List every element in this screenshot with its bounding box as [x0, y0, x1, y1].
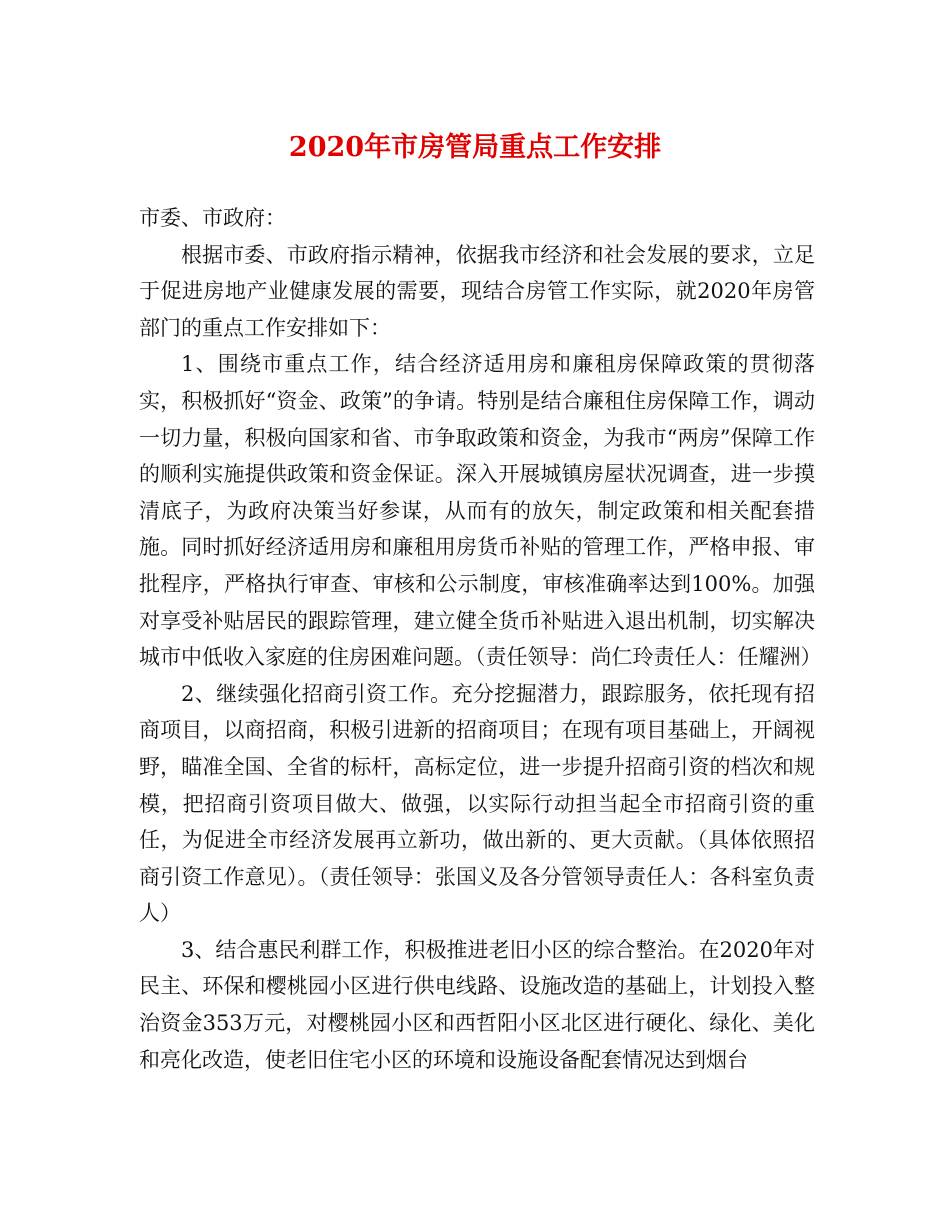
document-title: 2020年市房管局重点工作安排	[288, 132, 662, 163]
paragraph-intro: 根据市委、市政府指示精神，依据我市经济和社会发展的要求，立足于促进房地产业健康发展的需要，现结合房管工作实际，就2020年房管部门的重点工作安排如下：	[139, 242, 815, 340]
document-body	[139, 200, 822, 1078]
paragraph-item-2: 2、继续强化招商引资工作。充分挖掘潜力，跟踪服务，依托现有招商项目，以商招商，积极引进新的招商项目；在现有项目基础上，开阔视野，瞄准全国、全省的标杆，高标定位，进一步提升招商引资的档次和规模，把招商引资项目做大、做强，以实际行动担当起全市招商引资的重任，为促进全市经济发展再立新功，做出新的、更大贡献。（具体依照招商引资工作意见）。（责任领导：张国义及各分管领导责任人：各科室负责人）	[139, 681, 815, 926]
salutation: 市委、市政府：	[139, 206, 286, 230]
paragraph-item-1: 1、围绕市重点工作，结合经济适用房和廉租房保障政策的贯彻落实，积极抓好“资金、政策”的争请。特别是结合廉租住房保障工作，调动一切力量，积极向国家和省、市争取政策和资金，为我市“两房”保障工作的顺利实施提供政策和资金保证。深入开展城镇房屋状况调查，进一步摸清底子，为政府决策当好参谋，从而有的放矢，制定政策和相关配套措施。同时抓好经济适用房和廉租用房货币补贴的管理工作，严格申报、审批程序，严格执行审查、审核和公示制度，审核准确率达到100%。加强对享受补贴居民的跟踪管理，建立健全货币补贴进入退出机制，切实解决城市中低收入家庭的住房困难问题。（责任领导：尚仁玲责任人：任耀洲）	[139, 352, 822, 670]
paragraph-item-3: 3、结合惠民利群工作，积极推进老旧小区的综合整治。在2020年对民主、环保和樱桃园小区进行供电线路、设施改造的基础上，计划投入整治资金353万元，对樱桃园小区和西哲阳小区北区进行硬化、绿化、美化和亮化改造，使老旧住宅小区的环境和设施设备配套情况达到烟台	[139, 937, 815, 1072]
